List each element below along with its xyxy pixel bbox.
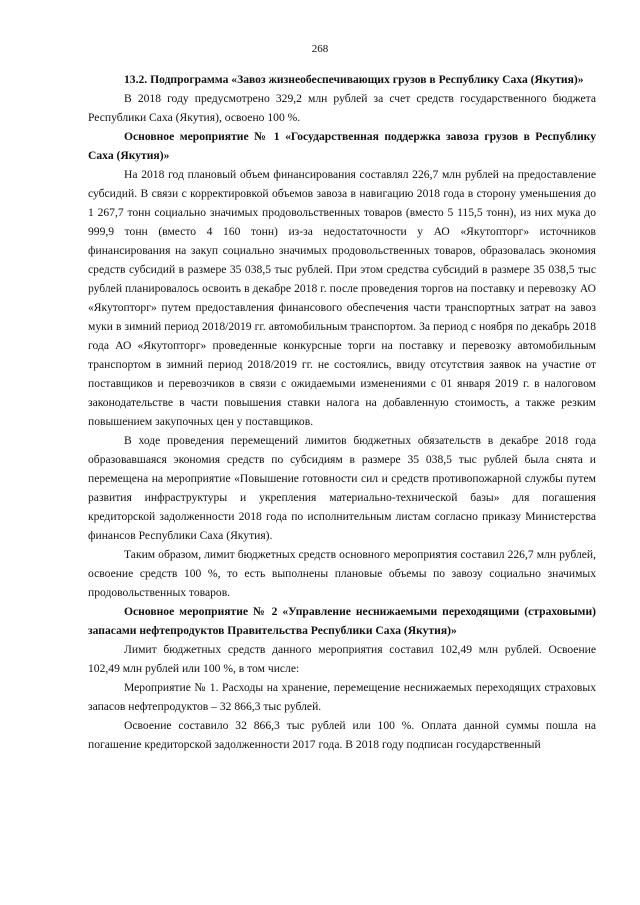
measure-1-heading: Основное мероприятие № 1 «Государственная поддержка завоза грузов в Республику Саха (Якутия)»: [88, 130, 596, 162]
section-heading: 13.2. Подпрограмма «Завоз жизнеобеспечивающих грузов в Республику Саха (Якутия)»: [124, 73, 584, 86]
body-paragraph: Лимит бюджетных средств данного мероприятия составил 102,49 млн рублей. Освоение 102,49 млн рублей или 100 %, в том числе:: [88, 643, 596, 675]
body-paragraph: Мероприятие № 1. Расходы на хранение, перемещение неснижаемых переходящих страховых запасов нефтепродуктов – 32 866,3 тыс рублей.: [88, 681, 596, 713]
body-paragraph: На 2018 год плановый объем финансирования составлял 226,7 млн рублей на предоставление субсидий. В связи с корректировкой объемов завоза в навигацию 2018 года в сторону уменьшения до 1 267,7 тонн социально значимых продовольственных товаров (вместо 5 115,5 тонн), из них мука до 999,9 тонн (вместо 4 160 тонн) из-за недостаточности у АО «Якутопторг» источников финансирования на закуп социально значимых продовольственных товаров, образовалась экономия средств субсидий в размере 35 038,5 тыс рублей. При этом средства субсидий в размере 35 038,5 тыс рублей планировалось освоить в декабре 2018 г. после проведения торгов на поставку и перевозку АО «Якутопторг» путем предоставления финансового обеспечения части транспортных затрат на завоз муки в зимний период 2018/2019 гг. автомобильным транспортом. За период с ноября по декабрь 2018 года АО «Якутопторг» проведенные конкурсные торги на поставку и перевозку автомобильным транспортом в зимний период 2018/2019 гг. не состоялись, ввиду отсутствия заявок на участие от поставщиков и перевозчиков в связи с ожидаемыми изменениями с 01 января 2019 г. в налоговом законодательстве в части повышения ставки налога на добавленную стоимость, а также резким повышением закупочных цен у поставщиков.: [88, 168, 596, 428]
body-paragraph: Таким образом, лимит бюджетных средств основного мероприятия составил 226,7 млн рублей, освоение средств 100 %, то есть выполнены плановые объемы по завозу социально значимых продовольственных товаров.: [88, 548, 596, 599]
body-paragraph: Освоение составило 32 866,3 тыс рублей или 100 %. Оплата данной суммы пошла на погашение кредиторской задолженности 2017 года. В 2018 году подписан государственный: [88, 719, 596, 751]
page-number: 268: [311, 43, 329, 55]
document-body: [88, 70, 596, 754]
body-paragraph: В 2018 году предусмотрено 329,2 млн рублей за счет средств государственного бюджета Республики Саха (Якутия), освоено 100 %.: [88, 92, 596, 124]
body-paragraph: В ходе проведения перемещений лимитов бюджетных обязательств в декабре 2018 года образовавшаяся экономия средств по субсидиям в размере 35 038,5 тыс рублей была снята и перемещена на мероприятие «Повышение готовности сил и средств противопожарной службы путем развития инфраструктуры и укрепления материально-технической базы» для погашения кредиторской задолженности 2018 года по исполнительным листам согласно приказу Министерства финансов Республики Саха (Якутия).: [88, 434, 596, 542]
measure-2-heading: Основное мероприятие № 2 «Управление неснижаемыми переходящими (страховыми) запасами нефтепродуктов Правительства Республики Саха (Якутия)»: [88, 605, 596, 637]
